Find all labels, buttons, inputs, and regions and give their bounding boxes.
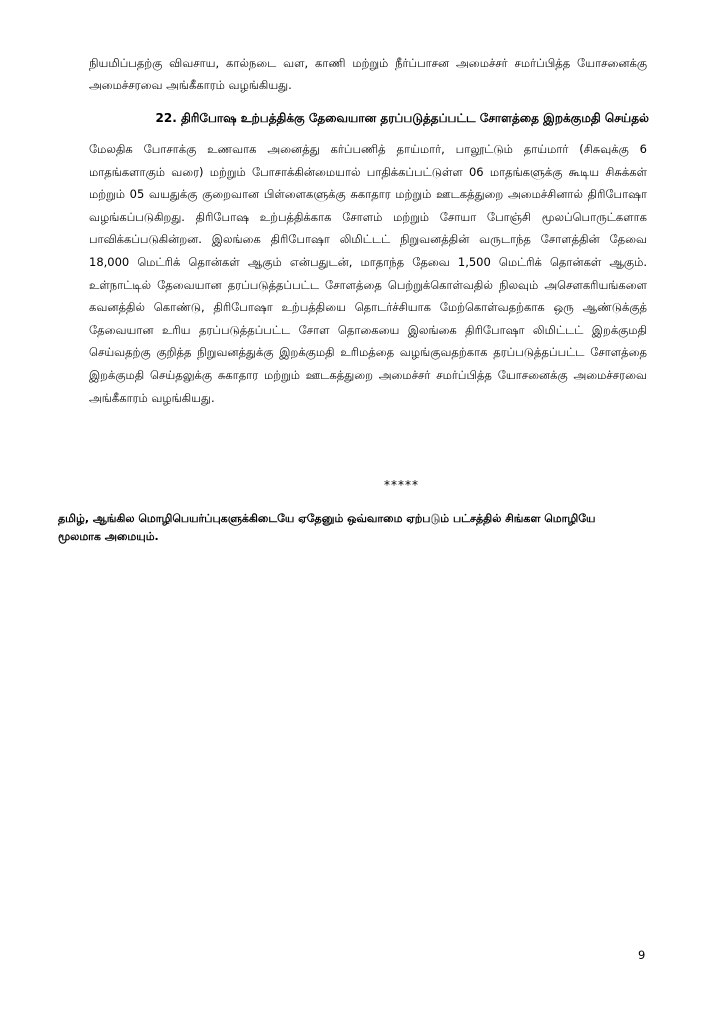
- intro-paragraph: நியமிப்பதற்கு விவசாய, கால்நடை வள, காணி மற்றும் நீர்ப்பாசன அமைச்சர் சமர்ப்பித்த யோசனைக்கு அமைச்சரவை அங்கீகாரம் வழங்கியது.: [89, 56, 647, 92]
- section-heading: 22. திரிபோஷ உற்பத்திக்கு தேவையான தரப்படுத்தப்பட்ட சோளத்தை இறக்குமதி செய்தல்: [155, 111, 649, 125]
- section-body-paragraph: மேலதிக போசாக்கு உணவாக அனைத்து கர்ப்பணித் தாய்மார், பாலூட்டும் தாய்மார் (சிசுவுக்கு 6 மாதங்களாகும் வரை) மற்றும் போசாக்கின்மையால் பாதிக்கப்பட்டுள்ள 06 மாதங்களுக்கு கூடிய சிசுக்கள் மற்றும் 05 வயதுக்கு குறைவான பிள்ளைகளுக்கு சுகாதார மற்றும் ஊடகத்துறை அமைச்சினால் திரிபோஷா வழங்கப்படுகிறது. திரிபோஷ உற்பத்திக்காக சோளம் மற்றும் சோயா போஞ்சி மூலப்பொருட்களாக பாவிக்கப்படுகின்றன. இலங்கை திரிபோஷா லிமிட்டட் நிறுவனத்தின் வருடாந்த சோளத்தின் தேவை 18,000 மெட்ரிக் தொன்கள் ஆகும் என்பதுடன், மாதாந்த தேவை 1,500 மெட்ரிக் தொன்கள் ஆகும். உள்நாட்டில் தேவையான தரப்படுத்தப்பட்ட சோளத்தை பெற்றுக்கொள்வதில் நிலவும் அசௌகரியங்களை கவனத்தில் கொண்டு, திரிபோஷா உற்பத்தியை தொடர்ச்சியாக மேற்கொள்வதற்காக ஒரு ஆண்டுக்குத் தேவையான உரிய தரப்படுத்தப்பட்ட சோள தொகையை இலங்கை திரிபோஷா லிமிட்டட் இறக்குமதி செய்வதற்கு குறித்த நிறுவனத்துக்கு இறக்குமதி உரிமத்தை வழங்குவதற்காக தரப்படுத்தப்பட்ட சோளத்தை இறக்குமதி செய்தலுக்கு சுகாதார மற்றும் ஊடகத்துறை அமைச்சர் சமர்ப்பித்த யோசனைக்கு அமைச்சரவை அங்கீகாரம் வழங்கியது.: [89, 142, 647, 405]
- section-separator: *****: [384, 478, 419, 492]
- page-number: 9: [638, 948, 646, 962]
- language-note: தமிழ், ஆங்கில மொழிபெயர்ப்புகளுக்கிடையே ஏதேனும் ஒவ்வாமை ஏற்படும் பட்சத்தில் சிங்கள மொழியே மூலமாக அமையும்.: [58, 512, 596, 543]
